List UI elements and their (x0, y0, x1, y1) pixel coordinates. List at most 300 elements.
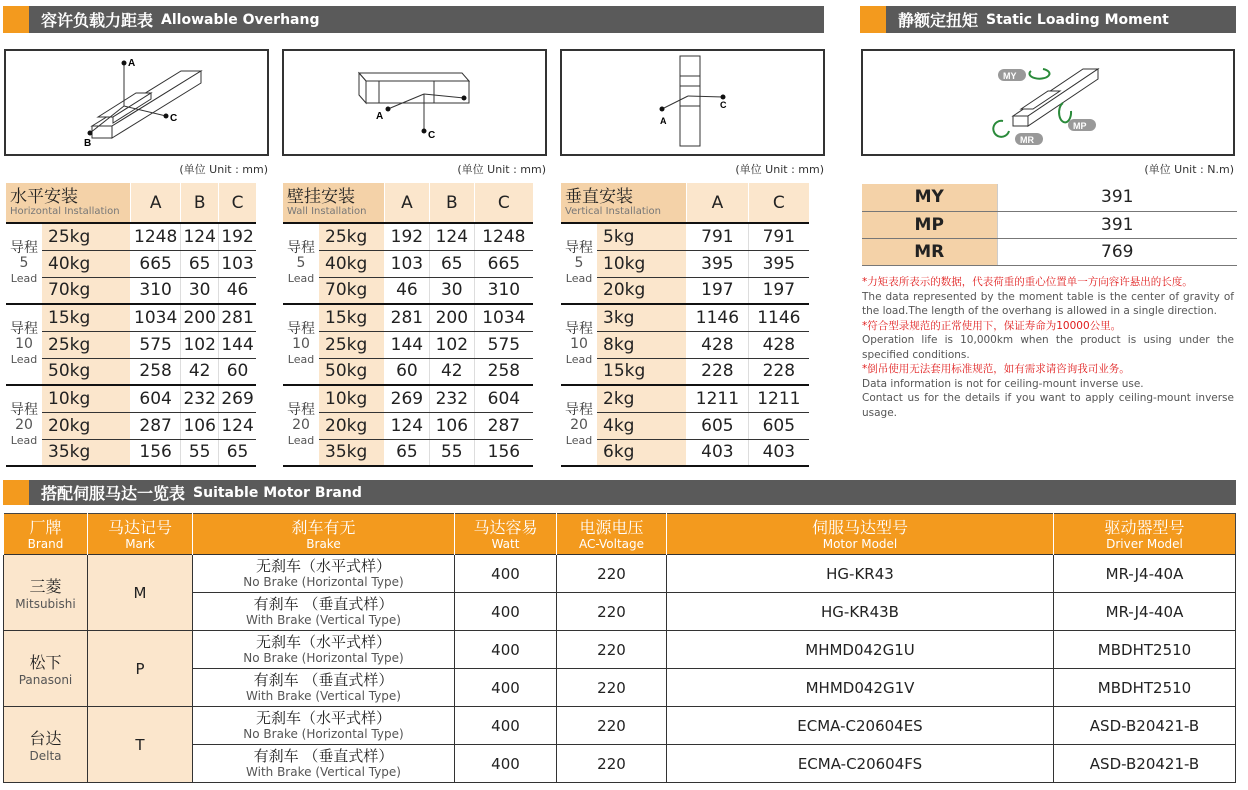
load-cell: 40kg (319, 250, 384, 277)
value-cell: 395 (687, 250, 749, 277)
value-cell: 46 (384, 277, 429, 304)
moment-key: MY (862, 184, 997, 211)
voltage-cell: 220 (557, 631, 667, 669)
lead-cell (6, 385, 42, 466)
overhang-header (3, 6, 824, 33)
table-row (561, 439, 809, 466)
load-cell: 25kg (319, 223, 384, 250)
brake-en: No Brake (Horizontal Type) (243, 575, 404, 589)
motor-column-header-en: Driver Model (1106, 536, 1183, 551)
value-cell: 269 (384, 385, 429, 412)
table-row (6, 277, 256, 304)
brake-en: With Brake (Vertical Type) (246, 765, 401, 779)
lead-label-en: Lead (287, 353, 315, 366)
watt-cell: 400 (455, 593, 557, 631)
lead-label-en: Lead (565, 434, 593, 447)
motor-column-header (88, 514, 193, 555)
table-title-en: Horizontal Installation (10, 205, 120, 217)
value-cell: 403 (748, 439, 809, 466)
load-cell: 5kg (597, 223, 687, 250)
motor-row (4, 631, 1236, 669)
moment-row (862, 211, 1237, 238)
motor-column-header (455, 514, 557, 555)
table-row (283, 250, 533, 277)
horizontal-diagram (4, 49, 269, 156)
lead-cell (561, 223, 597, 304)
table-row (561, 304, 809, 331)
column-header: C (474, 183, 533, 223)
table-row (561, 250, 809, 277)
brake-en: With Brake (Vertical Type) (246, 613, 401, 627)
value-cell: 1146 (687, 304, 749, 331)
value-cell: 124 (219, 412, 256, 439)
motor-column-header-en: Motor Model (822, 536, 898, 551)
value-cell: 200 (181, 304, 219, 331)
table-title (283, 183, 384, 223)
lead-value: 20 (570, 417, 588, 433)
wall-unit: (单位 Unit : mm) (457, 163, 546, 176)
motor-column-header-cn: 伺服马达型号 (811, 517, 908, 537)
brand-name-en: Mitsubishi (15, 597, 76, 611)
value-cell: 281 (384, 304, 429, 331)
lead-cell (283, 223, 319, 304)
table-row (6, 358, 256, 385)
motor-column-header (557, 514, 667, 555)
voltage-cell: 220 (557, 707, 667, 745)
brand-cell (4, 555, 88, 631)
load-cell: 40kg (42, 250, 131, 277)
motor-column-header-cn: 驱动器型号 (1104, 517, 1185, 537)
value-cell: 124 (384, 412, 429, 439)
value-cell: 1034 (474, 304, 533, 331)
overhang-header-en: Allowable Overhang (161, 11, 320, 28)
moment-header-cn: 静额定扭矩 (898, 11, 979, 30)
value-cell: 791 (748, 223, 809, 250)
lead-value: 5 (19, 255, 29, 271)
value-cell: 575 (131, 331, 181, 358)
table-row (6, 385, 256, 412)
driver-model-cell: MR-J4-40A (1054, 593, 1236, 631)
load-cell: 25kg (42, 331, 131, 358)
wall-diagram (282, 49, 547, 156)
voltage-cell: 220 (557, 555, 667, 593)
value-cell: 428 (687, 331, 749, 358)
lead-label-cn: 导程 (565, 321, 593, 337)
motor-column-header-cn: 马达记号 (107, 517, 172, 537)
brand-cell (4, 631, 88, 707)
lead-label-cn: 导程 (565, 402, 593, 418)
value-cell: 103 (384, 250, 429, 277)
brake-cn: 无刹车（水平式样） (255, 709, 391, 727)
brake-en: No Brake (Horizontal Type) (243, 651, 404, 665)
lead-cell (6, 304, 42, 385)
brake-en: No Brake (Horizontal Type) (243, 727, 404, 741)
value-cell: 144 (219, 331, 256, 358)
load-cell: 10kg (319, 385, 384, 412)
column-header: B (181, 183, 219, 223)
table-header-row (561, 183, 809, 223)
driver-model-cell: MBDHT2510 (1054, 669, 1236, 707)
voltage-cell: 220 (557, 593, 667, 631)
moment-rail-illustration (863, 51, 1233, 154)
voltage-cell: 220 (557, 745, 667, 783)
motor-column-header-cn: 厂牌 (29, 517, 62, 537)
column-header: A (687, 183, 749, 223)
table-row (6, 223, 256, 250)
table-row (561, 223, 809, 250)
table-row (561, 412, 809, 439)
table-row (283, 412, 533, 439)
motor-column-header-en: Watt (491, 536, 520, 551)
driver-model-cell: ASD-B20421-B (1054, 745, 1236, 783)
mark-cell: P (88, 631, 193, 707)
moment-header (860, 6, 1236, 33)
value-cell: 665 (474, 250, 533, 277)
watt-cell: 400 (455, 555, 557, 593)
value-cell: 55 (181, 439, 219, 466)
value-cell: 228 (748, 358, 809, 385)
lead-value: 5 (574, 255, 584, 271)
brake-cell (193, 631, 455, 669)
lead-cell (561, 385, 597, 466)
column-header: C (748, 183, 809, 223)
moment-value: 391 (997, 184, 1237, 211)
load-cell: 35kg (42, 439, 131, 466)
load-cell: 15kg (597, 358, 687, 385)
label-a: A (376, 111, 384, 122)
motor-model-cell: MHMD042G1U (667, 631, 1054, 669)
moment-key: MR (862, 238, 997, 265)
value-cell: 310 (474, 277, 533, 304)
value-cell: 1211 (748, 385, 809, 412)
watt-cell: 400 (455, 707, 557, 745)
value-cell: 1146 (748, 304, 809, 331)
value-cell: 287 (131, 412, 181, 439)
note-1-en: The data represented by the moment table is the center of gravity of the load.The length of the overhang is allowed in a single direction. (862, 290, 1234, 317)
load-cell: 6kg (597, 439, 687, 466)
motor-column-header-cn: 电源电压 (579, 517, 644, 537)
table-row (6, 331, 256, 358)
lead-value: 20 (15, 417, 33, 433)
label-mr: MR (1020, 135, 1034, 145)
column-header: C (219, 183, 256, 223)
value-cell: 665 (131, 250, 181, 277)
note-3-en2: Contact us for the details if you want to apply ceiling-mount inverse usage. (862, 392, 1234, 419)
load-cell: 70kg (319, 277, 384, 304)
vertical-diagram (560, 49, 825, 156)
load-cell: 15kg (42, 304, 131, 331)
lead-label-cn: 导程 (10, 402, 38, 418)
value-cell: 156 (474, 439, 533, 466)
load-cell: 10kg (42, 385, 131, 412)
label-mp: MP (1073, 121, 1087, 131)
value-cell: 102 (429, 331, 474, 358)
moment-row (862, 184, 1237, 211)
load-cell: 8kg (597, 331, 687, 358)
note-2-en: Operation life is 10,000km when the product is using under the specified conditions. (862, 334, 1234, 361)
lead-value: 10 (15, 336, 33, 352)
table-row (283, 331, 533, 358)
motor-column-header-en: AC-Voltage (578, 536, 644, 551)
value-cell: 403 (687, 439, 749, 466)
value-cell: 604 (474, 385, 533, 412)
table-title-cn: 水平安装 (10, 186, 78, 207)
value-cell: 200 (429, 304, 474, 331)
motor-column-header-cn: 刹车有无 (291, 517, 356, 537)
label-c: C (170, 113, 178, 124)
moment-value: 391 (997, 211, 1237, 238)
brake-cn: 无刹车（水平式样） (255, 633, 391, 651)
motor-column-header (1054, 514, 1236, 555)
header-accent (3, 6, 29, 33)
table-title-cn: 壁挂安装 (287, 186, 355, 207)
value-cell: 228 (687, 358, 749, 385)
header-accent (3, 480, 29, 505)
lead-label-cn: 导程 (287, 321, 315, 337)
value-cell: 287 (474, 412, 533, 439)
value-cell: 232 (429, 385, 474, 412)
lead-cell (283, 385, 319, 466)
value-cell: 192 (384, 223, 429, 250)
lead-value: 10 (570, 336, 588, 352)
label-c: C (720, 100, 727, 110)
value-cell: 395 (748, 250, 809, 277)
lead-label-en: Lead (287, 272, 315, 285)
table-header-row (283, 183, 533, 223)
brand-name-en: Delta (29, 749, 62, 763)
motor-header-cn: 搭配伺服马达一览表 (41, 484, 186, 503)
table-row (283, 358, 533, 385)
load-cell: 3kg (597, 304, 687, 331)
note-3-cn: *倒吊使用无法套用标准规范，如有需求请咨询我司业务。 (862, 363, 1130, 375)
table-row (6, 439, 256, 466)
lead-cell (283, 304, 319, 385)
value-cell: 124 (181, 223, 219, 250)
table-row (561, 277, 809, 304)
lead-value: 20 (292, 417, 310, 433)
table-row (283, 439, 533, 466)
value-cell: 604 (131, 385, 181, 412)
moment-key: MP (862, 211, 997, 238)
moment-row (862, 238, 1237, 265)
motor-header-en: Suitable Motor Brand (193, 484, 362, 501)
motor-model-cell: HG-KR43B (667, 593, 1054, 631)
lead-label-en: Lead (565, 353, 593, 366)
value-cell: 65 (429, 250, 474, 277)
horizontal-unit: (单位 Unit : mm) (179, 163, 268, 176)
watt-cell: 400 (455, 745, 557, 783)
horizontal-rail-illustration (6, 51, 267, 154)
value-cell: 42 (181, 358, 219, 385)
driver-model-cell: MR-J4-40A (1054, 555, 1236, 593)
motor-brand-table (3, 513, 1236, 783)
wall-overhang-table (283, 183, 533, 467)
motor-model-cell: ECMA-C20604ES (667, 707, 1054, 745)
value-cell: 42 (429, 358, 474, 385)
lead-value: 5 (296, 255, 306, 271)
motor-column-header-cn: 马达容易 (473, 517, 538, 537)
motor-model-cell: ECMA-C20604FS (667, 745, 1054, 783)
load-cell: 25kg (319, 331, 384, 358)
load-cell: 10kg (597, 250, 687, 277)
value-cell: 258 (131, 358, 181, 385)
value-cell: 144 (384, 331, 429, 358)
watt-cell: 400 (455, 631, 557, 669)
value-cell: 1211 (687, 385, 749, 412)
value-cell: 197 (748, 277, 809, 304)
value-cell: 60 (384, 358, 429, 385)
brake-en: With Brake (Vertical Type) (246, 689, 401, 703)
brake-cell (193, 707, 455, 745)
brake-cn: 有刹车 （垂直式样） (253, 671, 394, 689)
table-row (6, 304, 256, 331)
table-row (561, 358, 809, 385)
motor-model-cell: MHMD042G1V (667, 669, 1054, 707)
value-cell: 106 (181, 412, 219, 439)
value-cell: 428 (748, 331, 809, 358)
moment-diagram (861, 49, 1235, 156)
label-c: C (428, 130, 436, 141)
motor-header-row (4, 514, 1236, 555)
value-cell: 30 (429, 277, 474, 304)
lead-label-en: Lead (287, 434, 315, 447)
horizontal-overhang-table (6, 183, 256, 467)
value-cell: 106 (429, 412, 474, 439)
brake-cell (193, 745, 455, 783)
table-row (283, 277, 533, 304)
motor-column-header-en: Brake (306, 536, 341, 551)
table-title (561, 183, 687, 223)
value-cell: 281 (219, 304, 256, 331)
value-cell: 1248 (474, 223, 533, 250)
table-row (6, 412, 256, 439)
value-cell: 1034 (131, 304, 181, 331)
overhang-header-cn: 容许负载力距表 (41, 11, 154, 30)
moment-table (862, 184, 1237, 266)
value-cell: 310 (131, 277, 181, 304)
brake-cn: 有刹车 （垂直式样） (253, 595, 394, 613)
motor-column-header (667, 514, 1054, 555)
value-cell: 156 (131, 439, 181, 466)
load-cell: 15kg (319, 304, 384, 331)
moment-value: 769 (997, 238, 1237, 265)
lead-label-cn: 导程 (10, 240, 38, 256)
value-cell: 102 (181, 331, 219, 358)
table-header-row (6, 183, 256, 223)
motor-column-header (193, 514, 455, 555)
load-cell: 50kg (319, 358, 384, 385)
brand-name-cn: 台达 (29, 729, 62, 748)
lead-label-en: Lead (10, 353, 38, 366)
load-cell: 20kg (319, 412, 384, 439)
vertical-overhang-table (561, 183, 809, 467)
lead-label-cn: 导程 (287, 240, 315, 256)
table-row (283, 223, 533, 250)
value-cell: 269 (219, 385, 256, 412)
value-cell: 1248 (131, 223, 181, 250)
value-cell: 192 (219, 223, 256, 250)
lead-label-en: Lead (10, 272, 38, 285)
column-header: A (131, 183, 181, 223)
mark-cell: M (88, 555, 193, 631)
load-cell: 20kg (597, 277, 687, 304)
table-row (561, 385, 809, 412)
brand-name-en: Panasoni (18, 673, 73, 687)
lead-label-en: Lead (10, 434, 38, 447)
mark-cell: T (88, 707, 193, 783)
brand-name-cn: 松下 (29, 653, 62, 672)
load-cell: 50kg (42, 358, 131, 385)
lead-label-cn: 导程 (287, 402, 315, 418)
brake-cn: 有刹车 （垂直式样） (253, 747, 394, 765)
wall-rail-illustration (284, 51, 545, 154)
value-cell: 605 (748, 412, 809, 439)
moment-header-en: Static Loading Moment (986, 11, 1169, 28)
table-title (6, 183, 131, 223)
motor-model-cell: HG-KR43 (667, 555, 1054, 593)
lead-label-cn: 导程 (565, 240, 593, 256)
note-3-en1: Data information is not for ceiling-mount inverse use. (862, 377, 1144, 390)
lead-label-cn: 导程 (10, 321, 38, 337)
motor-row (4, 707, 1236, 745)
note-1-cn: *力矩表所表示的数据，代表荷重的重心位置单一方向容许悬出的长度。 (862, 276, 1193, 288)
load-cell: 20kg (42, 412, 131, 439)
lead-cell (6, 223, 42, 304)
voltage-cell: 220 (557, 669, 667, 707)
vertical-unit: (单位 Unit : mm) (735, 163, 824, 176)
notes (862, 275, 1234, 420)
value-cell: 65 (181, 250, 219, 277)
brake-cn: 无刹车（水平式样） (255, 557, 391, 575)
note-2-cn: *符合型录规范的正常使用下，保证寿命为10000公里。 (862, 319, 1122, 332)
value-cell: 60 (219, 358, 256, 385)
value-cell: 124 (429, 223, 474, 250)
driver-model-cell: MBDHT2510 (1054, 631, 1236, 669)
motor-header (3, 480, 1236, 505)
brand-name-cn: 三菱 (29, 577, 62, 596)
column-header: B (429, 183, 474, 223)
load-cell: 35kg (319, 439, 384, 466)
brake-cell (193, 669, 455, 707)
load-cell: 25kg (42, 223, 131, 250)
value-cell: 258 (474, 358, 533, 385)
label-b: B (84, 138, 92, 149)
brand-cell (4, 707, 88, 783)
table-title-en: Vertical Installation (565, 205, 661, 217)
table-row (283, 304, 533, 331)
label-my: MY (1003, 71, 1017, 81)
load-cell: 4kg (597, 412, 687, 439)
value-cell: 65 (384, 439, 429, 466)
vertical-rail-illustration (562, 51, 823, 154)
lead-value: 10 (292, 336, 310, 352)
value-cell: 55 (429, 439, 474, 466)
table-title-cn: 垂直安装 (565, 186, 633, 207)
lead-cell (561, 304, 597, 385)
table-row (561, 331, 809, 358)
value-cell: 791 (687, 223, 749, 250)
load-cell: 70kg (42, 277, 131, 304)
label-a: A (660, 116, 667, 126)
value-cell: 197 (687, 277, 749, 304)
value-cell: 605 (687, 412, 749, 439)
load-cell: 2kg (597, 385, 687, 412)
motor-column-header (4, 514, 88, 555)
brake-cell (193, 593, 455, 631)
table-row (6, 250, 256, 277)
label-a: A (128, 58, 136, 69)
table-row (283, 385, 533, 412)
